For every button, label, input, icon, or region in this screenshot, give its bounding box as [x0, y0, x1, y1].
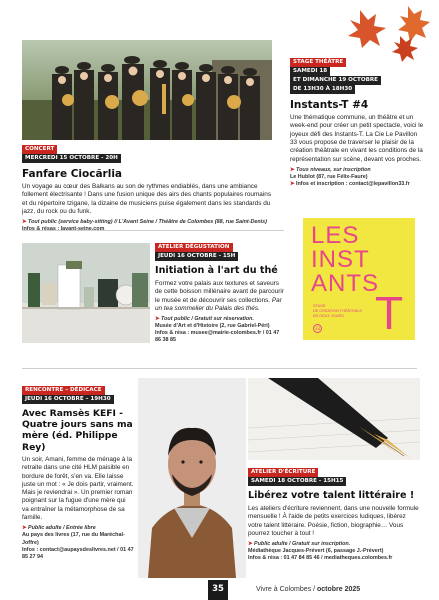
writing-block — [248, 468, 420, 562]
tea-photo — [22, 243, 150, 343]
theatre-date2: ET DIMANCHE 19 OCTOBRE — [290, 76, 381, 85]
divider — [22, 230, 284, 231]
poster-small3: EN DEUX JOURS — [313, 313, 344, 318]
poster-small1: STAGE — [313, 304, 326, 308]
info-arrow-icon: ➤ — [290, 167, 297, 174]
poster-logo: 33 — [314, 326, 321, 331]
tea-info2: Musée d'Art et d'Histoire (2, rue Gabriel-Péri) — [155, 323, 270, 330]
tea-date: JEUDI 16 OCTOBRE - 15H — [155, 252, 238, 261]
theatre-info3: Infos et inscription : contact@lepavillon33.fr — [296, 181, 410, 188]
meeting-block — [22, 386, 134, 561]
writing-title: Libérez votre talent littéraire ! — [248, 489, 415, 501]
poster-line3: ANTS — [311, 270, 380, 297]
concert-date: MERCREDI 15 OCTOBRE - 20H — [22, 154, 121, 163]
theatre-body: Une thématique commune, un théâtre et un week-end pour créer un petit spectacle, voici le joyeux défi des Instants-T. La Cie Le Pavillon 33 vous propose de traverser le plaisir de la création théâtrale en vivant les conditions de la représentation sur scène, devant vos proches. — [290, 114, 424, 163]
autumn-leaves-decoration — [330, 2, 439, 64]
meeting-body: Un soir, Amani, femme de ménage à la retraite dans une cité HLM paisible en bordure de forêt, s'en va. Elle laisse juste un mot : « Je dois partir, vraiment. Mais je reviendrai ». Un premier roman poignant sur la fugue d'une mère qui va entraîner la métamorphose de sa famille. — [22, 455, 134, 522]
info-arrow-icon: ➤ — [155, 316, 162, 323]
concert-info1: Tout public (service baby-sitting) // L'Avant Seine / Théâtre de Colombes (88, rue Saint-Denis) — [28, 219, 267, 226]
writing-tag: ATELIER D'ÉCRITURE — [248, 468, 318, 477]
theatre-info1: Tous niveaux, sur inscription — [296, 167, 371, 174]
tea-tag: ATELIER DÉGUSTATION — [155, 243, 233, 252]
writing-info3: Infos & résa : 01 47 84 85 46 / mediatheques.colombes.fr — [248, 555, 393, 562]
tea-title: Initiation à l'art du thé — [155, 264, 278, 276]
theatre-block — [290, 58, 425, 188]
theatre-tag: STAGE THÉÂTRE — [290, 58, 346, 67]
poster-line1: LES — [311, 222, 360, 249]
tea-info1: Tout public / Gratuit sur réservation. — [161, 316, 254, 323]
tea-body-em: Par un tea sommelier du Palais des thés. — [155, 296, 282, 312]
concert-photo — [22, 40, 272, 140]
tea-body: Formez votre palais aux textures et saveurs de cette boisson millénaire avant de parcourir le musée et de découvrir ses collections. — [155, 279, 284, 304]
theatre-info2: Le Hublot (87, rue Félix-Faure) — [290, 174, 368, 181]
theatre-date3: DE 13H30 À 18H30 — [290, 85, 355, 94]
theatre-title: Instants-T #4 — [290, 98, 369, 111]
tea-block — [155, 243, 285, 344]
meeting-date: JEUDI 16 OCTOBRE – 19H30 — [22, 395, 114, 404]
divider — [22, 368, 417, 369]
theatre-date1: SAMEDI 18 — [290, 67, 330, 76]
concert-tag: CONCERT — [22, 145, 57, 154]
concert-body: Un voyage au cœur des Balkans au son de rythmes endiablés, dans une ambiance follement électrisante ! Dans une fusion unique des airs des chants populaires roumains et du répertoire tzigane, la dizaine de musiciens puise également dans les standards du jazz, du rock ou du funk. — [22, 183, 272, 216]
fountain-pen-photo — [248, 378, 420, 460]
issue-date: octobre 2025 — [316, 586, 361, 593]
writing-body: Les ateliers d'écriture reviennent, dans une nouvelle formule mensuelle ! À l'aide de petits exercices ludiques, libérez votre talent littéraire. Poésie, fiction, biographie… Vous pourrez toucher à tout ! — [248, 504, 419, 537]
writing-info2: Médiathèque Jacques-Prévert (6, passage J.-Prévert) — [248, 548, 384, 555]
concert-block — [22, 145, 272, 233]
info-arrow-icon: ➤ — [248, 541, 255, 548]
instants-t-poster — [303, 218, 415, 340]
page-number: 35 — [212, 584, 224, 594]
poster-line4: T — [375, 287, 404, 339]
writing-info1: Public adulte / Gratuit sur inscription. — [254, 541, 351, 548]
poster-small2: DE CRÉATION THÉÂTRALE — [313, 308, 363, 313]
meeting-tag: RENCONTRE – DÉDICACE — [22, 386, 105, 395]
author-portrait — [138, 378, 246, 578]
meeting-info1: Public adulte / Entrée libre — [28, 525, 96, 532]
footer: 35 Vivre à Colombes / octobre 2025 — [0, 580, 439, 600]
info-arrow-icon: ➤ — [22, 219, 29, 226]
info-arrow-icon: ➤ — [22, 525, 29, 532]
poster-line2: INST — [311, 246, 370, 273]
magazine-name: Vivre à Colombes — [256, 586, 312, 593]
concert-title: Fanfare Ciocărlia — [22, 167, 123, 180]
meeting-info2: Au pays des livres (17, rue du Maréchal-Joffre) — [22, 532, 125, 546]
info-arrow-icon: ➤ — [290, 181, 297, 188]
writing-date: SAMEDI 18 OCTOBRE - 15H15 — [248, 477, 346, 486]
meeting-title: Avec Ramsès KEFI - Quatre jours sans ma mère (éd. Philippe Rey) — [22, 407, 133, 453]
meeting-info3: Infos : contact@aupaysdeslivres.net / 01 47 85 27 94 — [22, 546, 134, 560]
tea-info3: Infos & résa : musee@mairie-colombes.fr / 01 47 86 38 85 — [155, 330, 280, 344]
